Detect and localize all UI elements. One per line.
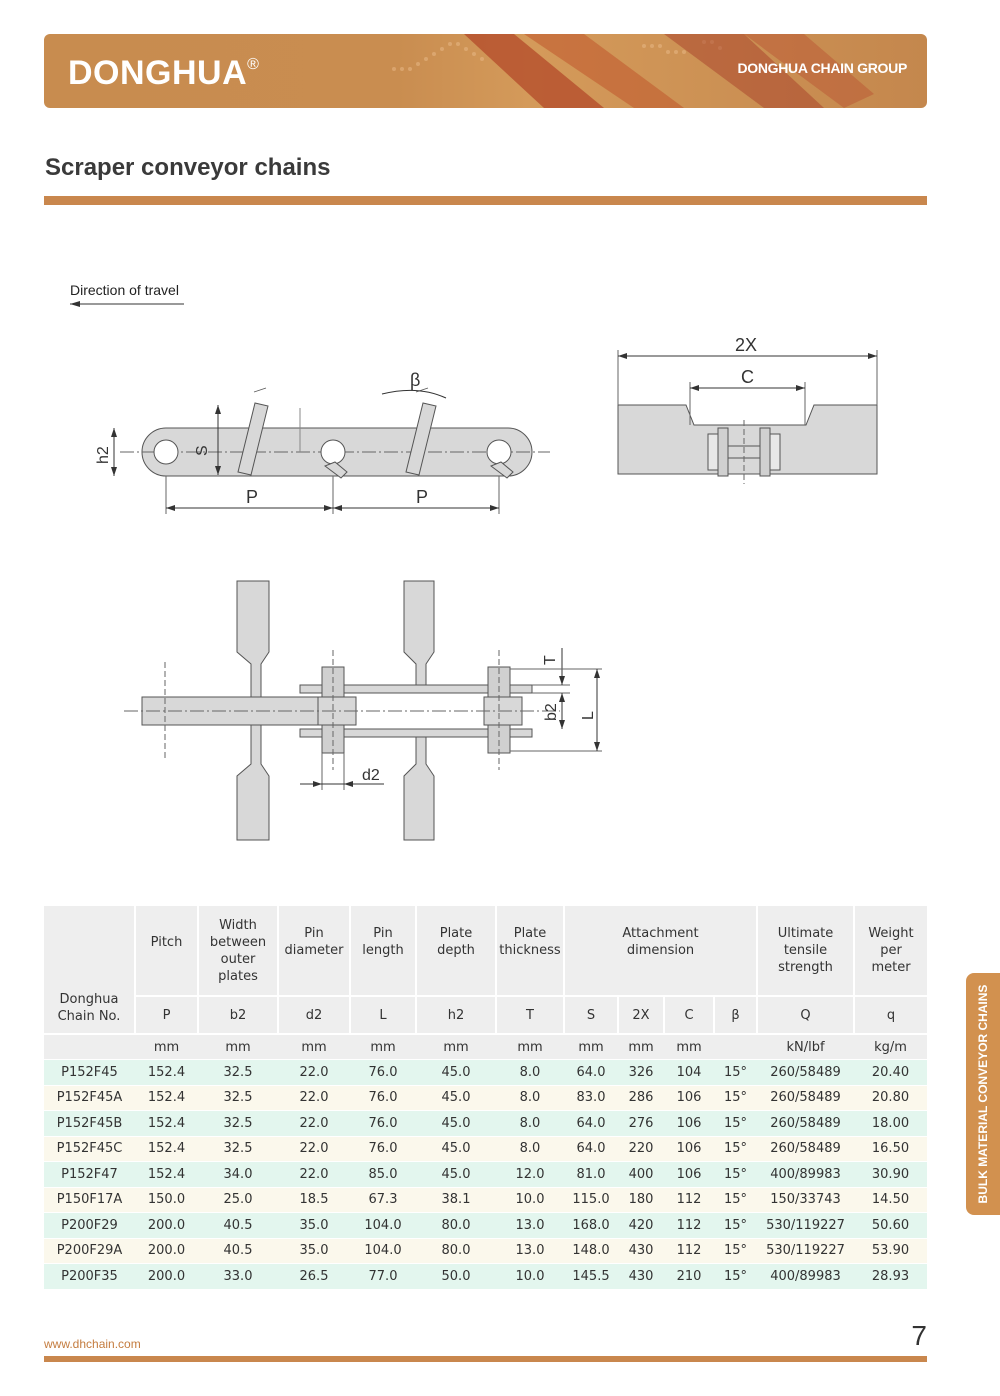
table-cell: 18.00	[854, 1111, 927, 1137]
chain-number-cell: P152F45C	[44, 1136, 135, 1162]
table-cell: 22.0	[278, 1085, 350, 1111]
table-cell: 200.0	[135, 1238, 198, 1264]
table-cell: 76.0	[350, 1111, 416, 1137]
chain-number-cell: P152F45A	[44, 1085, 135, 1111]
page-title: Scraper conveyor chains	[45, 154, 331, 181]
side-tab	[966, 973, 1000, 1215]
table-cell: 104	[664, 1060, 714, 1086]
table-cell: 112	[664, 1213, 714, 1239]
side-tab-label: BULK MATERIAL CONVEYOR CHAINS	[976, 984, 990, 1204]
table-cell: 76.0	[350, 1085, 416, 1111]
table-header-row	[44, 906, 927, 996]
table-cell: 8.0	[496, 1085, 564, 1111]
unit-cell: mm	[496, 1034, 564, 1060]
table-cell: 32.5	[198, 1111, 278, 1137]
table-cell: 430	[618, 1264, 664, 1289]
table-cell: 152.4	[135, 1162, 198, 1188]
table-row	[44, 1187, 927, 1213]
header-plate-depth	[416, 906, 496, 996]
unit-cell: mm	[618, 1034, 664, 1060]
specification-table	[44, 906, 927, 1289]
table-cell: 145.5	[564, 1264, 618, 1289]
symbol-cell: P	[135, 996, 198, 1034]
table-cell: 8.0	[496, 1111, 564, 1137]
table-cell: 104.0	[350, 1213, 416, 1239]
pitch-label: P	[246, 487, 259, 507]
table-cell: 40.5	[198, 1238, 278, 1264]
table-cell: 15°	[714, 1162, 757, 1188]
header-attachment	[564, 906, 757, 996]
table-cell: 180	[618, 1187, 664, 1213]
chain-number-cell: P200F29A	[44, 1238, 135, 1264]
unit-cell: mm	[350, 1034, 416, 1060]
flight-profile	[618, 405, 877, 474]
table-cell: 115.0	[564, 1187, 618, 1213]
table-cell: 104.0	[350, 1238, 416, 1264]
table-cell: 210	[664, 1264, 714, 1289]
symbol-cell: Q	[757, 996, 854, 1034]
l-label: L	[580, 711, 597, 720]
header-text: Pin	[373, 926, 393, 941]
h2-label: h2	[95, 446, 112, 464]
direction-label: Direction of travel	[70, 282, 179, 298]
c-label: C	[741, 367, 754, 387]
table-cell: 8.0	[496, 1060, 564, 1086]
end-view	[618, 335, 877, 484]
table-cell: 260/58489	[757, 1060, 854, 1086]
table-cell: 83.0	[564, 1085, 618, 1111]
symbol-cell: C	[664, 996, 714, 1034]
logo-text: DONGHUA	[68, 54, 248, 92]
table-cell: 14.50	[854, 1187, 927, 1213]
table-cell: 260/58489	[757, 1136, 854, 1162]
table-cell: 152.4	[135, 1136, 198, 1162]
table-cell: 148.0	[564, 1238, 618, 1264]
table-cell: 28.93	[854, 1264, 927, 1289]
symbol-cell: T	[496, 996, 564, 1034]
scraper-flight-top	[404, 581, 434, 700]
table-cell: 106	[664, 1136, 714, 1162]
table-cell: 45.0	[416, 1085, 496, 1111]
table-cell: 85.0	[350, 1162, 416, 1188]
table-cell: 15°	[714, 1238, 757, 1264]
table-cell: 10.0	[496, 1264, 564, 1289]
table-cell: 106	[664, 1111, 714, 1137]
symbol-cell: β	[714, 996, 757, 1034]
group-name: DONGHUA CHAIN GROUP	[737, 60, 907, 76]
header-text: length	[362, 943, 404, 958]
table-cell: 12.0	[496, 1162, 564, 1188]
beta-arc	[382, 390, 446, 398]
table-cell: 32.5	[198, 1136, 278, 1162]
table-cell: 420	[618, 1213, 664, 1239]
header-text: Width	[219, 917, 257, 933]
unit-cell: kg/m	[854, 1034, 927, 1060]
header-text: dimension	[626, 943, 695, 958]
header-text: Donghua	[59, 992, 119, 1007]
symbol-cell: d2	[278, 996, 350, 1034]
table-row	[44, 1213, 927, 1239]
header-text: Chain No.	[57, 1009, 121, 1024]
table-cell: 77.0	[350, 1264, 416, 1289]
symbol-cell: h2	[416, 996, 496, 1034]
registered-mark: ®	[247, 56, 260, 73]
side-view	[95, 370, 550, 514]
table-cell: 400/89983	[757, 1264, 854, 1289]
unit-cell: kN/lbf	[757, 1034, 854, 1060]
table-cell: 20.80	[854, 1085, 927, 1111]
table-cell: 400/89983	[757, 1162, 854, 1188]
table-cell: 50.60	[854, 1213, 927, 1239]
unit-cell: mm	[664, 1034, 714, 1060]
header-text: diameter	[284, 943, 344, 958]
table-cell: 45.0	[416, 1162, 496, 1188]
header-text: outer plates	[218, 951, 258, 984]
t-label: T	[542, 655, 559, 665]
unit-cell	[44, 1034, 135, 1060]
table-cell: 18.5	[278, 1187, 350, 1213]
header-pin-length	[350, 906, 416, 996]
table-cell: 34.0	[198, 1162, 278, 1188]
header-text: per	[880, 943, 902, 958]
header-text: meter	[871, 960, 911, 975]
header-text: Plate	[513, 926, 547, 941]
table-cell: 150.0	[135, 1187, 198, 1213]
table-cell: 22.0	[278, 1162, 350, 1188]
table-cell: 45.0	[416, 1060, 496, 1086]
header-chain-no	[44, 906, 135, 1034]
page-number: 7	[911, 1320, 927, 1351]
table-row	[44, 1085, 927, 1111]
table-cell: 80.0	[416, 1213, 496, 1239]
header-weight	[854, 906, 927, 996]
table-cell: 200.0	[135, 1213, 198, 1239]
table-cell: 25.0	[198, 1187, 278, 1213]
unit-cell: mm	[135, 1034, 198, 1060]
scraper-flight-top	[237, 581, 269, 700]
footer-url[interactable]: www.dhchain.com	[44, 1337, 141, 1351]
table-cell: 15°	[714, 1111, 757, 1137]
pitch-label: P	[416, 487, 429, 507]
table-row	[44, 1060, 927, 1086]
header-text: thickness	[499, 943, 561, 958]
unit-cell: mm	[198, 1034, 278, 1060]
table-cell: 530/119227	[757, 1238, 854, 1264]
header-text: Weight	[868, 926, 914, 941]
table-row	[44, 1238, 927, 1264]
top-view	[124, 581, 602, 840]
scraper-flight-top	[404, 722, 434, 840]
header-plate-thickness	[496, 906, 564, 996]
unit-cell: mm	[564, 1034, 618, 1060]
2x-label: 2X	[735, 335, 758, 355]
header-text: between	[209, 934, 267, 950]
pin-hole	[487, 440, 511, 464]
table-cell: 20.40	[854, 1060, 927, 1086]
table-body	[44, 1060, 927, 1289]
table-cell: 16.50	[854, 1136, 927, 1162]
table-cell: 15°	[714, 1187, 757, 1213]
table-cell: 152.4	[135, 1111, 198, 1137]
table-cell: 15°	[714, 1136, 757, 1162]
header-text: strength	[778, 960, 833, 975]
unit-row	[44, 1034, 927, 1060]
header-pitch	[135, 906, 198, 996]
d2-label: d2	[362, 767, 380, 784]
chain-number-cell: P152F47	[44, 1162, 135, 1188]
pin-hole	[154, 440, 178, 464]
table-cell: 50.0	[416, 1264, 496, 1289]
table-cell: 200.0	[135, 1264, 198, 1289]
table-cell: 32.5	[198, 1085, 278, 1111]
scraper-flight-top	[237, 722, 269, 840]
s-label: S	[194, 445, 211, 456]
symbol-cell: 2X	[618, 996, 664, 1034]
table-cell: 67.3	[350, 1187, 416, 1213]
table-cell: 430	[618, 1238, 664, 1264]
table-cell: 33.0	[198, 1264, 278, 1289]
header-text: Pin	[304, 926, 324, 941]
symbol-row	[44, 996, 927, 1034]
table-cell: 10.0	[496, 1187, 564, 1213]
table-cell: 64.0	[564, 1060, 618, 1086]
table-cell: 32.5	[198, 1060, 278, 1086]
header-text: tensile	[783, 943, 828, 958]
table-cell: 400	[618, 1162, 664, 1188]
header-text: Ultimate	[777, 926, 834, 941]
table-cell: 22.0	[278, 1136, 350, 1162]
table-cell: 38.1	[416, 1187, 496, 1213]
table-cell: 530/119227	[757, 1213, 854, 1239]
b2-label: b2	[543, 703, 560, 721]
table-cell: 81.0	[564, 1162, 618, 1188]
table-cell: 45.0	[416, 1136, 496, 1162]
table-cell: 220	[618, 1136, 664, 1162]
table-cell: 35.0	[278, 1213, 350, 1239]
table-cell: 286	[618, 1085, 664, 1111]
table-cell: 260/58489	[757, 1085, 854, 1111]
header-pin-diameter	[278, 906, 350, 996]
header-text: Attachment	[622, 926, 699, 941]
header-text: depth	[437, 943, 475, 958]
table-cell: 106	[664, 1085, 714, 1111]
table-cell: 30.90	[854, 1162, 927, 1188]
table-cell: 326	[618, 1060, 664, 1086]
table-row	[44, 1136, 927, 1162]
header-text: Pitch	[150, 934, 183, 950]
beta-label: β	[410, 370, 421, 390]
table-cell: 76.0	[350, 1136, 416, 1162]
table-cell: 35.0	[278, 1238, 350, 1264]
table-cell: 150/33743	[757, 1187, 854, 1213]
table-row	[44, 1162, 927, 1188]
chain-number-cell: P152F45	[44, 1060, 135, 1086]
table-row	[44, 1111, 927, 1137]
unit-cell: mm	[278, 1034, 350, 1060]
chain-number-cell: P200F35	[44, 1264, 135, 1289]
table-cell: 276	[618, 1111, 664, 1137]
table-cell: 106	[664, 1162, 714, 1188]
symbol-cell: S	[564, 996, 618, 1034]
table-cell: 26.5	[278, 1264, 350, 1289]
table-cell: 152.4	[135, 1060, 198, 1086]
table-cell: 64.0	[564, 1136, 618, 1162]
header-text: Plate	[439, 926, 473, 941]
table-cell: 152.4	[135, 1085, 198, 1111]
pin-hole	[321, 440, 345, 464]
table-cell: 13.0	[496, 1238, 564, 1264]
table-cell: 112	[664, 1187, 714, 1213]
table-cell: 8.0	[496, 1136, 564, 1162]
unit-cell	[714, 1034, 757, 1060]
chain-number-cell: P152F45B	[44, 1111, 135, 1137]
table-cell: 45.0	[416, 1111, 496, 1137]
table-cell: 15°	[714, 1264, 757, 1289]
footer-divider	[44, 1356, 927, 1362]
table-cell: 13.0	[496, 1213, 564, 1239]
unit-cell: mm	[416, 1034, 496, 1060]
table-cell: 40.5	[198, 1213, 278, 1239]
header-tensile	[757, 906, 854, 996]
table-cell: 15°	[714, 1213, 757, 1239]
header-width	[198, 906, 278, 996]
symbol-cell: L	[350, 996, 416, 1034]
table-cell: 22.0	[278, 1060, 350, 1086]
chain-number-cell: P150F17A	[44, 1187, 135, 1213]
table-cell: 260/58489	[757, 1111, 854, 1137]
table-cell: 64.0	[564, 1111, 618, 1137]
table-cell: 112	[664, 1238, 714, 1264]
table-cell: 53.90	[854, 1238, 927, 1264]
table-cell: 80.0	[416, 1238, 496, 1264]
symbol-cell: q	[854, 996, 927, 1034]
table-cell: 15°	[714, 1085, 757, 1111]
table-cell: 15°	[714, 1060, 757, 1086]
table-row	[44, 1264, 927, 1289]
table-cell: 22.0	[278, 1111, 350, 1137]
chain-number-cell: P200F29	[44, 1213, 135, 1239]
table-cell: 76.0	[350, 1060, 416, 1086]
table-cell: 168.0	[564, 1213, 618, 1239]
symbol-cell: b2	[198, 996, 278, 1034]
